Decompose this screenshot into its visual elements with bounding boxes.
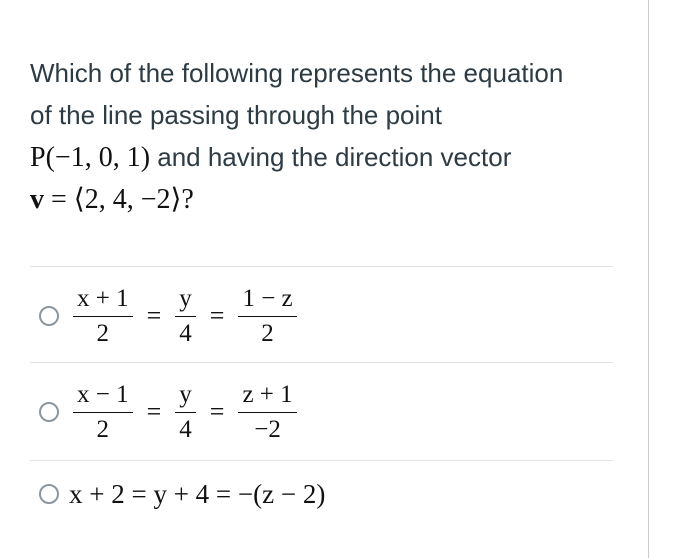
fraction-numerator: x − 1	[73, 380, 133, 413]
option-3-expression: x + 2 = y + 4 = −(z − 2)	[69, 478, 326, 509]
equals-sign: =	[146, 301, 162, 330]
question-line-1: Which of the following represents the equation	[30, 58, 564, 88]
fraction-numerator: y	[175, 284, 196, 317]
radio-button-option-2[interactable]	[39, 402, 59, 422]
fraction-denominator: −2	[254, 415, 281, 443]
question-line-3-rest: and having the direction vector	[150, 142, 512, 172]
fraction-numerator: z + 1	[238, 380, 296, 413]
fraction-denominator: 2	[96, 319, 110, 347]
option-1-fraction-x	[73, 284, 133, 349]
vector-value: = ⟨2, 4, −2⟩?	[44, 184, 194, 215]
divider-3	[30, 460, 613, 461]
option-1-fraction-z	[238, 284, 296, 349]
option-2-expression	[69, 380, 301, 445]
point-expression: P(−1, 0, 1)	[30, 142, 151, 173]
equals-sign: =	[209, 397, 225, 426]
option-2-fraction-y	[175, 380, 196, 445]
question-line-4	[30, 179, 630, 221]
fraction-numerator: x + 1	[73, 284, 133, 317]
panel-right-border	[648, 0, 649, 558]
question-text	[30, 52, 630, 221]
fraction-denominator: 4	[179, 319, 192, 347]
equals-sign: =	[146, 397, 162, 426]
fraction-denominator: 2	[261, 319, 274, 347]
question-line-2: of the line passing through the point	[30, 100, 442, 130]
answer-option-2[interactable]	[30, 372, 613, 452]
option-1-expression	[69, 284, 301, 349]
vector-name: v	[30, 184, 44, 215]
fraction-denominator: 4	[179, 415, 192, 443]
fraction-numerator: 1 − z	[238, 284, 296, 317]
radio-button-option-3[interactable]	[39, 484, 59, 504]
question-line-3	[30, 136, 630, 179]
divider-1	[30, 266, 613, 267]
answer-option-1[interactable]	[30, 276, 613, 356]
radio-button-option-1[interactable]	[39, 306, 59, 326]
option-2-fraction-x	[73, 380, 133, 445]
fraction-numerator: y	[175, 380, 196, 413]
option-1-fraction-y	[175, 284, 196, 349]
equals-sign: =	[209, 301, 225, 330]
option-2-fraction-z	[238, 380, 296, 445]
answer-option-3[interactable]	[30, 474, 613, 514]
divider-2	[30, 362, 613, 363]
fraction-denominator: 2	[96, 415, 110, 443]
